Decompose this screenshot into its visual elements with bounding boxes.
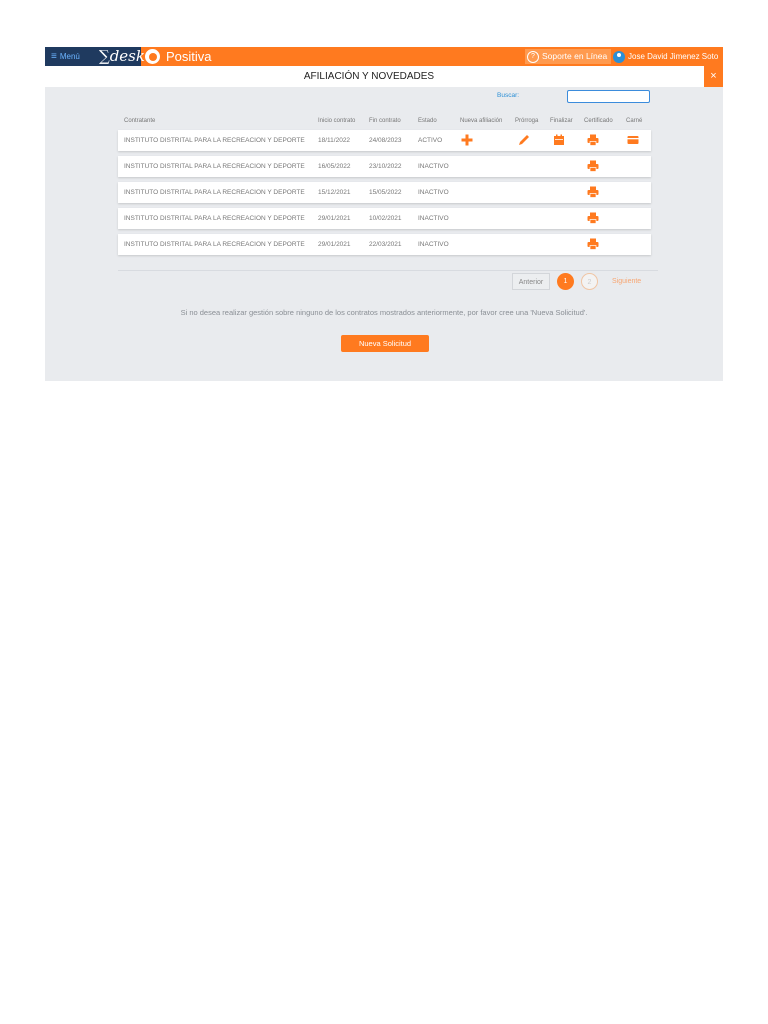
printer-icon[interactable]	[586, 133, 600, 147]
cell-inicio: 29/01/2021	[318, 241, 351, 248]
positiva-logo-icon	[145, 49, 160, 64]
menu-button[interactable]	[45, 47, 93, 66]
cell-inicio: 18/11/2022	[318, 137, 351, 144]
header-nueva-afiliacion: Nueva afiliación	[460, 118, 503, 124]
search-input[interactable]	[567, 90, 650, 103]
new-request-button[interactable]: Nueva Solicitud	[341, 335, 429, 352]
header-finalizar: Finalizar	[550, 118, 573, 124]
search-label: Buscar:	[497, 92, 520, 99]
header-prorroga: Prórroga	[515, 118, 539, 124]
header-inicio-contrato: Inicio contrato	[318, 118, 356, 124]
close-button[interactable]: ×	[704, 66, 723, 87]
pagination-prev-button[interactable]: Anterior	[512, 273, 550, 290]
header-estado: Estado	[418, 118, 437, 124]
hamburger-icon: ≡	[51, 51, 57, 62]
printer-icon[interactable]	[586, 237, 600, 251]
cell-fin: 10/02/2021	[369, 215, 402, 222]
cell-estado: INACTIVO	[418, 215, 449, 222]
brand	[141, 47, 212, 66]
brand-name: Positiva	[166, 49, 212, 64]
cell-estado: INACTIVO	[418, 241, 449, 248]
user-avatar-icon	[613, 51, 625, 63]
cell-inicio: 29/01/2021	[318, 215, 351, 222]
user-name: Jose David Jimenez Soto	[628, 52, 719, 61]
table-divider	[118, 270, 658, 271]
cell-contratante: INSTITUTO DISTRITAL PARA LA RECREACION Y DEPORTE	[124, 163, 305, 170]
cell-fin: 22/03/2021	[369, 241, 402, 248]
pagination-next-button[interactable]: Siguiente	[612, 278, 642, 285]
cell-estado: INACTIVO	[418, 163, 449, 170]
cell-contratante: INSTITUTO DISTRITAL PARA LA RECREACION Y DEPORTE	[124, 241, 305, 248]
cell-fin: 23/10/2022	[369, 163, 402, 170]
support-label: Soporte en Línea	[542, 51, 608, 61]
printer-icon[interactable]	[586, 159, 600, 173]
header-fin-contrato: Fin contrato	[369, 118, 401, 124]
cell-fin: 15/05/2022	[369, 189, 402, 196]
cell-contratante: INSTITUTO DISTRITAL PARA LA RECREACION Y DEPORTE	[124, 189, 305, 196]
cell-estado: ACTIVO	[418, 137, 443, 144]
table-row	[118, 234, 651, 255]
pagination-page-1[interactable]: 1	[557, 273, 574, 290]
calendar-icon[interactable]	[552, 133, 566, 147]
cell-estado: INACTIVO	[418, 189, 449, 196]
page-title: AFILIACIÓN Y NOVEDADES	[303, 71, 435, 82]
table-row	[118, 156, 651, 177]
table-row	[118, 208, 651, 229]
question-icon: ?	[527, 51, 539, 63]
header-contratante: Contratante	[124, 118, 156, 124]
info-message: Si no desea realizar gestión sobre ninguno de los contratos mostrados anteriormente, por favor cree una 'Nueva Solicitud'.	[180, 308, 588, 317]
pencil-icon[interactable]	[517, 133, 531, 147]
user-menu[interactable]	[613, 49, 718, 64]
pagination-page-2[interactable]: 2	[581, 273, 598, 290]
title-bar	[45, 66, 723, 87]
header-carne: Carné	[626, 118, 643, 124]
plus-icon[interactable]	[460, 133, 474, 147]
header-certificado: Certificado	[584, 118, 613, 124]
cell-fin: 24/08/2023	[369, 137, 402, 144]
table-row	[118, 182, 651, 203]
table-row	[118, 130, 651, 151]
support-button[interactable]	[525, 49, 611, 64]
cell-contratante: INSTITUTO DISTRITAL PARA LA RECREACION Y DEPORTE	[124, 215, 305, 222]
cell-inicio: 16/05/2022	[318, 163, 351, 170]
printer-icon[interactable]	[586, 211, 600, 225]
cell-contratante: INSTITUTO DISTRITAL PARA LA RECREACION Y DEPORTE	[124, 137, 305, 144]
desk-logo: ∑desk	[93, 47, 141, 66]
top-bar	[45, 47, 723, 66]
printer-icon[interactable]	[586, 185, 600, 199]
id-card-icon[interactable]	[626, 133, 640, 147]
cell-inicio: 15/12/2021	[318, 189, 351, 196]
menu-label: Menú	[59, 52, 80, 61]
